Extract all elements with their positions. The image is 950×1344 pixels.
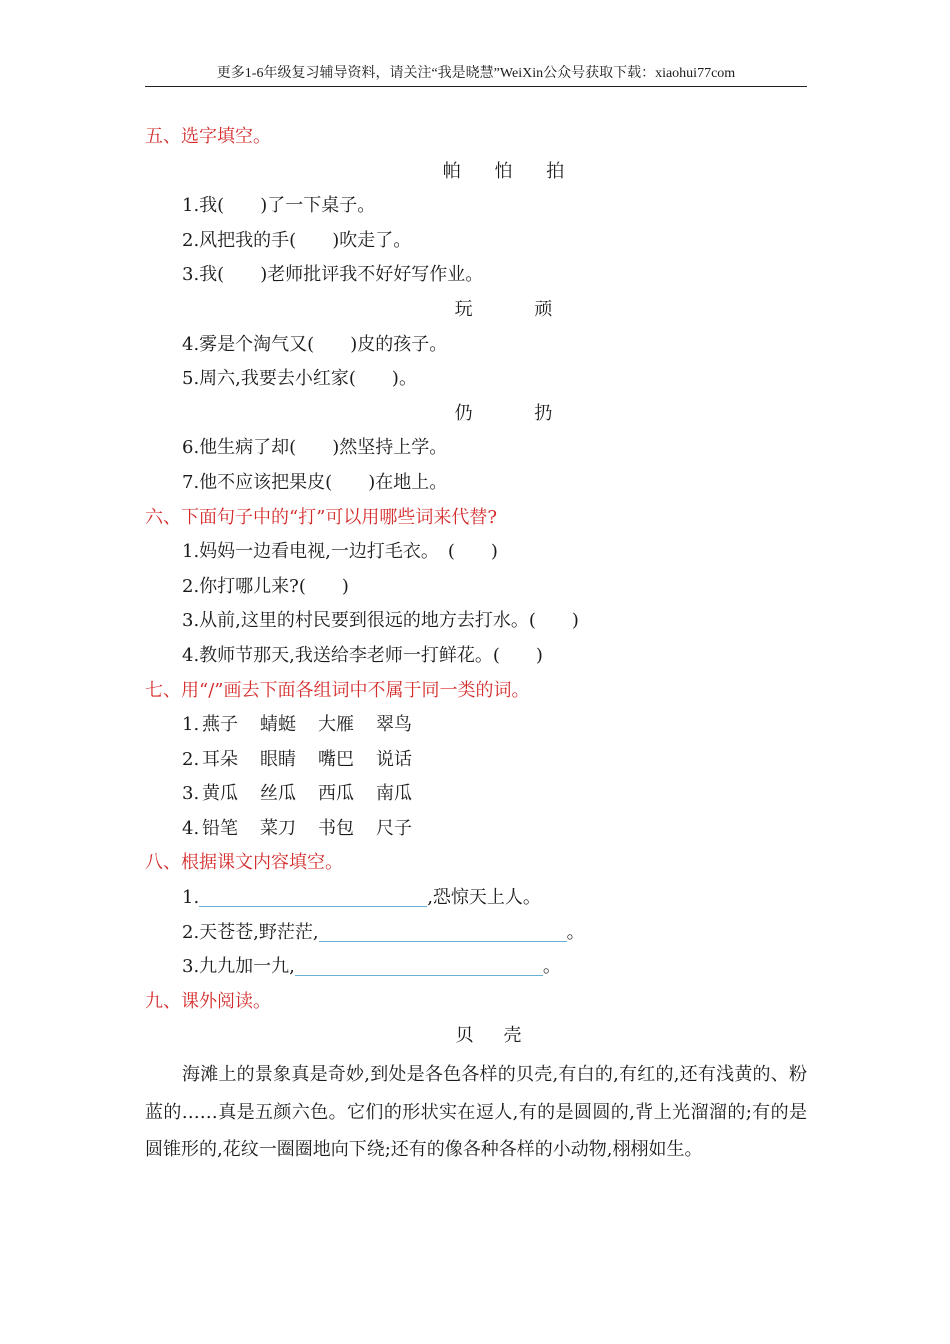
word-group-number: 4. [182,817,200,839]
question-text: ,恐惊天上人。 [427,887,541,909]
choice-char: 帕 [442,160,461,182]
worksheet [145,120,807,1169]
passage-text: 海滩上的景象真是奇妙,到处是各色各样的贝壳,有白的,有红的,还有浅黄的、粉蓝的……真是五颜六色。它们的形状实在逗人,有的是圆圆的,背上光溜溜的;有的是圆锥形的,花纹一圈圈地向下绕;还有的像各种各样的小动物,栩栩如生。 [145,1064,807,1161]
word: 眼睛 [260,748,296,770]
word-group-4 [145,812,807,847]
passage-title: 贝壳 [455,1025,552,1047]
question-text: 。 [566,921,585,943]
section-5-title: 五、选字填空。 [145,126,271,147]
word: 说话 [376,748,412,770]
question-8-1 [145,881,807,916]
word-group-number: 1. [182,714,200,736]
question-text: 。 [542,956,561,978]
word: 铅笔 [202,817,238,839]
question-5-7: 7.他不应该把果皮( )在地上。 [182,471,448,493]
word: 燕子 [202,714,238,736]
word: 书包 [318,817,354,839]
word: 大雁 [318,714,354,736]
question-6-4: 4.教师节那天,我送给李老师一打鲜花。( ) [182,644,543,666]
question-number: 1. [182,887,200,909]
choice-char: 拍 [546,160,565,182]
choice-char: 顽 [534,298,553,320]
word: 南瓜 [376,783,412,805]
answer-blank[interactable] [319,919,567,942]
answer-blank[interactable] [295,953,543,976]
choice-group-a [145,155,807,190]
page-header: 更多1-6年级复习辅导资料，请关注“我是晓慧”WeiXin公众号获取下载：xiaohui77com [145,64,807,87]
question-5-1: 1.我( )了一下桌子。 [182,195,376,217]
question-5-6: 6.他生病了却( )然坚持上学。 [182,437,448,459]
question-text: 2.天苍苍,野茫茫, [182,921,319,943]
word: 菜刀 [260,817,296,839]
word-group-1 [145,708,807,743]
question-5-5: 5.周六,我要去小红家( )。 [182,368,417,390]
section-7-title: 七、用“/”画去下面各组词中不属于同一类的词。 [145,679,530,701]
word-group-3 [145,777,807,812]
question-text: 3.九九加一九, [182,956,295,978]
section-8-title: 八、根据课文内容填空。 [145,852,343,874]
question-5-2: 2.风把我的手( )吹走了。 [182,229,412,251]
word: 西瓜 [318,783,354,805]
word: 翠鸟 [376,714,412,736]
section-6-title: 六、下面句子中的“打”可以用哪些词来代替? [145,506,498,528]
question-5-4: 4.雾是个淘气又( )皮的孩子。 [182,333,448,355]
choice-char: 仍 [454,402,473,424]
word: 嘴巴 [318,748,354,770]
word-group-number: 2. [182,748,200,770]
question-5-3: 3.我( )老师批评我不好好写作业。 [182,264,484,286]
choice-char: 玩 [454,298,473,320]
word: 蜻蜓 [260,714,296,736]
choice-char: 怕 [494,160,513,182]
word-group-2 [145,743,807,778]
choice-char: 扔 [534,402,553,424]
choice-group-c [145,397,807,432]
section-9-title: 九、课外阅读。 [145,990,271,1012]
word-group-number: 3. [182,783,200,805]
question-6-2: 2.你打哪儿来?( ) [182,575,349,597]
question-6-1: 1.妈妈一边看电视,一边打毛衣。 ( ) [182,541,498,563]
word: 耳朵 [202,748,238,770]
question-8-3 [145,950,807,985]
word: 黄瓜 [202,783,238,805]
question-6-3: 3.从前,这里的村民要到很远的地方去打水。( ) [182,610,579,632]
word: 丝瓜 [260,783,296,805]
choice-group-b [145,293,807,328]
answer-blank[interactable] [199,884,427,907]
question-8-2 [145,916,807,951]
word: 尺子 [376,817,412,839]
